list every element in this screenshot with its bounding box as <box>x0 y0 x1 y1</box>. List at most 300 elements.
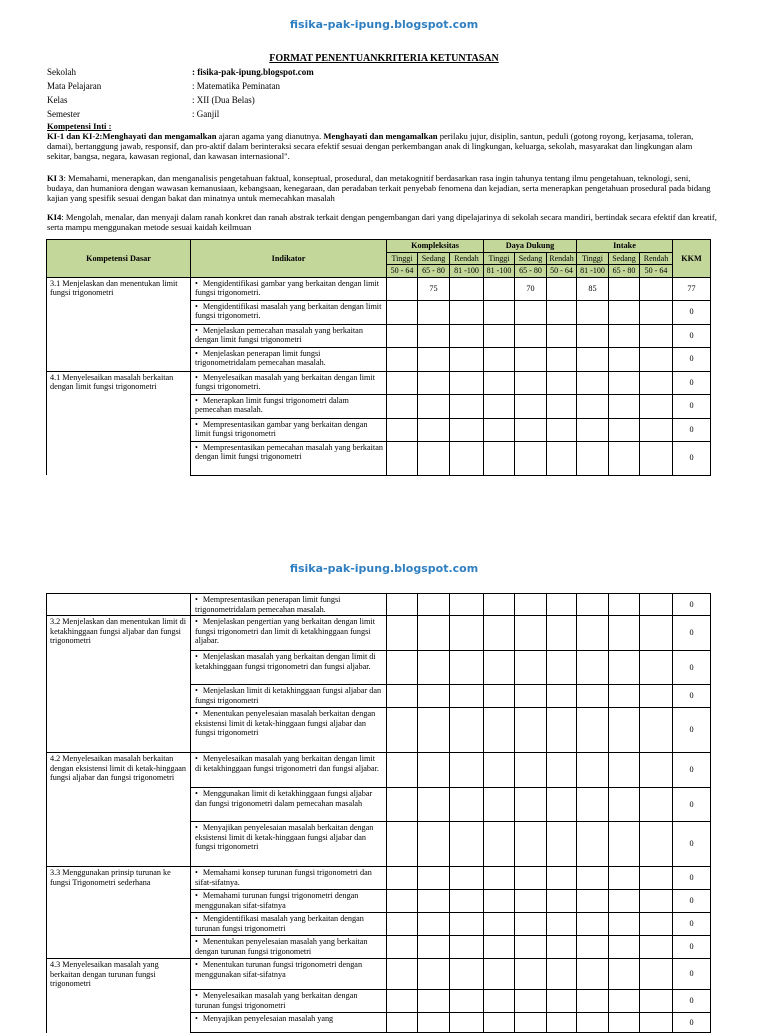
table-row <box>47 708 711 753</box>
info-row <box>47 93 314 107</box>
indikator-cell: • Mempresentasikan penerapan limit fungsi trigonometridalam pemecahan masalah. <box>191 594 387 616</box>
bullet-icon <box>195 823 203 832</box>
table-row <box>47 347 711 371</box>
score-cell <box>484 708 515 753</box>
score-cell <box>547 959 577 990</box>
score-cell: 75 <box>418 277 450 300</box>
score-cell <box>515 1013 547 1033</box>
kompetensi-dasar-cell: 3.2 Menjelaskan dan menentukan limit di ketakhinggaan fungsi aljabar dan fungsi trigonometri <box>47 616 191 651</box>
score-cell <box>547 418 577 441</box>
table-row <box>47 867 711 890</box>
score-cell <box>450 651 484 685</box>
kompetensi-dasar-cell: 3.3 Menggunakan prinsip turunan ke fungsi Trigonometri sederhana <box>47 867 191 890</box>
score-cell <box>387 959 418 990</box>
score-cell <box>484 990 515 1013</box>
score-cell <box>577 890 609 913</box>
score-cell <box>450 708 484 753</box>
score-cell <box>387 394 418 418</box>
score-cell <box>418 300 450 324</box>
score-cell <box>577 300 609 324</box>
table-row <box>47 418 711 441</box>
header-kkm: KKM <box>673 240 711 278</box>
score-cell <box>418 990 450 1013</box>
bullet-icon <box>195 326 203 335</box>
kompetensi-dasar-cell <box>47 394 191 418</box>
score-cell <box>484 594 515 616</box>
score-cell <box>640 324 673 347</box>
header-level: Rendah <box>450 252 484 265</box>
score-cell <box>515 936 547 959</box>
score-cell <box>450 959 484 990</box>
score-cell <box>577 788 609 822</box>
score-cell <box>387 300 418 324</box>
bullet-icon <box>195 595 203 604</box>
bullet-icon <box>195 1014 203 1023</box>
kkm-cell: 0 <box>673 936 711 959</box>
score-cell <box>515 418 547 441</box>
kkm-cell: 0 <box>673 753 711 788</box>
score-cell <box>418 822 450 867</box>
bullet-icon <box>195 709 203 718</box>
score-cell <box>609 324 640 347</box>
score-cell <box>387 708 418 753</box>
score-cell <box>484 277 515 300</box>
score-cell <box>577 651 609 685</box>
score-cell <box>484 418 515 441</box>
score-cell <box>640 594 673 616</box>
bullet-icon <box>195 279 203 288</box>
score-cell <box>640 371 673 394</box>
score-cell <box>640 616 673 651</box>
score-cell <box>418 418 450 441</box>
score-cell <box>418 651 450 685</box>
score-cell <box>640 347 673 371</box>
score-cell <box>640 822 673 867</box>
table-row <box>47 594 711 616</box>
score-cell <box>640 708 673 753</box>
indikator-cell: • Menentukan penyelesaian masalah yang berkaitan dengan turunan fungsi trigonometri <box>191 936 387 959</box>
bullet-icon <box>195 420 203 429</box>
score-cell <box>609 867 640 890</box>
score-cell <box>450 300 484 324</box>
bullet-icon <box>195 937 203 946</box>
score-cell <box>609 394 640 418</box>
score-cell <box>387 277 418 300</box>
score-cell <box>577 1013 609 1033</box>
score-cell <box>577 371 609 394</box>
bullet-icon <box>195 991 203 1000</box>
score-cell <box>387 913 418 936</box>
score-cell <box>515 959 547 990</box>
table-row <box>47 788 711 822</box>
table-row <box>47 913 711 936</box>
indikator-cell: • Menjelaskan pengertian yang berkaitan dengan limit fungsi trigonometri dan limit di ketakhinggaan fungsi aljabar. <box>191 616 387 651</box>
header-level: Sedang <box>515 252 547 265</box>
kompetensi-dasar-cell <box>47 788 191 822</box>
score-cell <box>515 651 547 685</box>
score-cell <box>450 616 484 651</box>
indikator-cell: • Memahami turunan fungsi trigonometri dengan menggunakan sifat-sifatnya <box>191 890 387 913</box>
score-cell <box>418 394 450 418</box>
indikator-cell: • Mengidentifikasi masalah yang berkaitan dengan limit fungsi trigonometri. <box>191 300 387 324</box>
indikator-cell: • Menggunakan limit di ketakhinggaan fungsi aljabar dan fungsi trigonometri dalam pemecahan masalah <box>191 788 387 822</box>
score-cell <box>609 822 640 867</box>
header-kompleksitas: Kompleksitas <box>387 240 484 253</box>
score-cell <box>577 324 609 347</box>
score-cell <box>484 651 515 685</box>
kompetensi-dasar-cell <box>47 347 191 371</box>
kompetensi-dasar-cell <box>47 708 191 753</box>
bullet-icon <box>195 686 203 695</box>
kkm-cell: 0 <box>673 300 711 324</box>
kkm-cell: 0 <box>673 347 711 371</box>
score-cell <box>640 959 673 990</box>
kompetensi-inti <box>47 121 717 161</box>
indikator-cell: • Menyelesaikan masalah yang berkaitan dengan limit fungsi trigonometri. <box>191 371 387 394</box>
score-cell <box>418 936 450 959</box>
score-cell <box>609 594 640 616</box>
score-cell <box>640 394 673 418</box>
table-row <box>47 300 711 324</box>
table-row <box>47 890 711 913</box>
ki1-paragraph: KI-1 dan KI-2:Menghayati dan mengamalkan ajaran agama yang dianutnya. Menghayati dan mengamalkan perilaku jujur, disiplin, santun, peduli (gotong royong, kerjasama, toleran, damai), bertanggung jawab, responsif, dan pro-aktif dalam berinteraksi secara efektif sesuai dengan perkembangan anak di lingkungan, keluarga, sekolah, masyarakat dan lingkungan alam sekitar, bangsa, negara, kawasan regional, dan kawasan internasional". <box>47 131 694 161</box>
header-range: 50 - 64 <box>547 265 577 278</box>
score-cell <box>640 890 673 913</box>
score-cell <box>640 1013 673 1033</box>
score-cell <box>484 822 515 867</box>
score-cell <box>418 324 450 347</box>
score-cell <box>484 371 515 394</box>
score-cell <box>387 441 418 475</box>
info-label: Kelas <box>47 95 68 105</box>
kompetensi-dasar-cell <box>47 651 191 685</box>
score-cell <box>418 685 450 708</box>
score-cell <box>418 616 450 651</box>
page-header-link-2[interactable]: fisika-pak-ipung.blogspot.com <box>289 562 479 575</box>
kkm-cell: 0 <box>673 394 711 418</box>
score-cell <box>547 594 577 616</box>
kkm-cell: 0 <box>673 441 711 475</box>
score-cell <box>577 418 609 441</box>
bullet-icon <box>195 349 203 358</box>
score-cell <box>547 753 577 788</box>
ki3-paragraph: KI 3: Memahami, menerapkan, dan menganalisis pengetahuan faktual, konseptual, prosedural, dan metakognitif berdasarkan rasa ingin tahunya tentang ilmu pengetahuan, teknologi, seni, budaya, dan humaniora dengan wawasan kemanusiaan, kebangsaan, kenegaraan, dan peradaban terkait penyebab fenomena dan kejadian, serta menerapkan pengetahuan prosedural pada bidang kajian yang spesifik sesuai dengan bakat dan minatnya untuk memecahkan masalah <box>47 173 711 203</box>
info-block <box>47 65 314 121</box>
score-cell <box>450 1013 484 1033</box>
table-row <box>47 936 711 959</box>
score-cell: 85 <box>577 277 609 300</box>
score-cell <box>450 394 484 418</box>
score-cell <box>450 753 484 788</box>
score-cell <box>577 685 609 708</box>
header-range: 50 - 64 <box>640 265 673 278</box>
score-cell <box>515 788 547 822</box>
header-daya-dukung: Daya Dukung <box>484 240 577 253</box>
kkm-cell: 0 <box>673 822 711 867</box>
score-cell <box>450 371 484 394</box>
score-cell <box>547 616 577 651</box>
kkm-cell: 0 <box>673 418 711 441</box>
kompetensi-dasar-cell <box>47 324 191 347</box>
score-cell <box>418 890 450 913</box>
score-cell <box>450 277 484 300</box>
score-cell <box>484 616 515 651</box>
header-level: Sedang <box>609 252 640 265</box>
score-cell <box>609 788 640 822</box>
header-intake: Intake <box>577 240 673 253</box>
score-cell <box>640 990 673 1013</box>
score-cell <box>515 685 547 708</box>
info-label: Semester <box>47 109 80 119</box>
score-cell <box>484 685 515 708</box>
header-range: 81 -100 <box>577 265 609 278</box>
score-cell <box>387 822 418 867</box>
kkm-cell: 0 <box>673 616 711 651</box>
score-cell <box>418 753 450 788</box>
score-cell <box>609 300 640 324</box>
score-cell <box>515 753 547 788</box>
bullet-icon <box>195 396 203 405</box>
header-range: 50 - 64 <box>387 265 418 278</box>
score-cell <box>450 418 484 441</box>
score-cell <box>484 394 515 418</box>
score-cell <box>640 277 673 300</box>
score-cell <box>577 913 609 936</box>
score-cell <box>577 594 609 616</box>
kkm-cell: 0 <box>673 1013 711 1033</box>
header-level: Tinggi <box>387 252 418 265</box>
table-row <box>47 1013 711 1033</box>
header-level: Tinggi <box>577 252 609 265</box>
score-cell <box>484 441 515 475</box>
kkm-cell: 0 <box>673 788 711 822</box>
score-cell <box>609 990 640 1013</box>
bullet-icon <box>195 754 203 763</box>
score-cell <box>515 300 547 324</box>
bullet-icon <box>195 443 203 452</box>
indikator-cell: • Menerapkan limit fungsi trigonometri dalam pemecahan masalah. <box>191 394 387 418</box>
kompetensi-dasar-cell: 3.1 Menjelaskan dan menentukan limit fungsi trigonometri <box>47 277 191 300</box>
score-cell <box>515 594 547 616</box>
score-cell <box>450 324 484 347</box>
bullet-icon <box>195 373 203 382</box>
kkm-cell: 0 <box>673 867 711 890</box>
score-cell <box>609 651 640 685</box>
score-cell <box>450 594 484 616</box>
score-cell <box>515 990 547 1013</box>
score-cell <box>387 753 418 788</box>
header-level: Rendah <box>547 252 577 265</box>
score-cell <box>450 890 484 913</box>
score-cell <box>577 347 609 371</box>
kompetensi-dasar-cell <box>47 441 191 475</box>
score-cell <box>450 347 484 371</box>
score-cell <box>577 936 609 959</box>
score-cell <box>515 371 547 394</box>
bullet-icon <box>195 789 203 798</box>
score-cell <box>484 936 515 959</box>
bullet-icon <box>195 617 203 626</box>
score-cell <box>450 913 484 936</box>
kkm-cell: 77 <box>673 277 711 300</box>
kompetensi-dasar-cell: 4.3 Menyelesaikan masalah yang berkaitan dengan turunan fungsi trigonometri <box>47 959 191 990</box>
score-cell <box>450 867 484 890</box>
kkm-cell: 0 <box>673 651 711 685</box>
score-cell <box>418 441 450 475</box>
indikator-cell: • Mengidentifikasi masalah yang berkaitan dengan turunan fungsi trigonometri <box>191 913 387 936</box>
kompetensi-dasar-cell <box>47 418 191 441</box>
kkm-cell: 0 <box>673 594 711 616</box>
score-cell <box>418 867 450 890</box>
score-cell <box>484 753 515 788</box>
header-range: 65 - 80 <box>418 265 450 278</box>
score-cell <box>547 1013 577 1033</box>
score-cell <box>418 347 450 371</box>
score-cell <box>515 324 547 347</box>
score-cell <box>577 753 609 788</box>
indikator-cell: • Menyajikan penyelesaian masalah berkaitan dengan eksistensi limit di ketak-hinggaan fungsi aljabar dan fungsi trigonometri <box>191 822 387 867</box>
score-cell <box>387 890 418 913</box>
kkm-cell: 0 <box>673 890 711 913</box>
header-range: 65 - 80 <box>515 265 547 278</box>
score-cell <box>387 936 418 959</box>
score-cell <box>547 347 577 371</box>
score-cell <box>450 788 484 822</box>
score-cell <box>609 685 640 708</box>
score-cell <box>609 936 640 959</box>
info-row <box>47 79 314 93</box>
indikator-cell: • Menentukan penyelesaian masalah berkaitan dengan eksistensi limit di ketak-hinggaan fungsi aljabar dan fungsi trigonometri <box>191 708 387 753</box>
score-cell <box>387 371 418 394</box>
score-cell <box>515 890 547 913</box>
bullet-icon <box>195 302 203 311</box>
bullet-icon <box>195 960 203 969</box>
kkm-cell: 0 <box>673 990 711 1013</box>
header-level: Sedang <box>418 252 450 265</box>
score-cell <box>387 347 418 371</box>
score-cell <box>547 277 577 300</box>
score-cell <box>547 394 577 418</box>
score-cell <box>387 418 418 441</box>
score-cell <box>484 913 515 936</box>
score-cell <box>547 651 577 685</box>
score-cell <box>484 959 515 990</box>
score-cell <box>609 890 640 913</box>
score-cell <box>515 913 547 936</box>
header-level: Rendah <box>640 252 673 265</box>
score-cell <box>418 959 450 990</box>
score-cell <box>577 822 609 867</box>
score-cell <box>450 936 484 959</box>
table-row <box>47 959 711 990</box>
header-range: 65 - 80 <box>609 265 640 278</box>
table-row <box>47 990 711 1013</box>
score-cell <box>484 324 515 347</box>
table-row <box>47 394 711 418</box>
ki-heading: Kompetensi Inti : <box>47 121 112 131</box>
score-cell <box>640 651 673 685</box>
score-cell <box>640 867 673 890</box>
score-cell <box>547 913 577 936</box>
indikator-cell: • Menentukan turunan fungsi trigonometri dengan menggunakan sifat-sifatnya <box>191 959 387 990</box>
kompetensi-dasar-cell: 4.2 Menyelesaikan masalah berkaitan dengan eksistensi limit di ketak-hinggaan fungsi aljabar dan fungsi trigonometri <box>47 753 191 788</box>
score-cell <box>609 913 640 936</box>
score-cell <box>577 616 609 651</box>
score-cell <box>547 324 577 347</box>
score-cell <box>387 1013 418 1033</box>
info-value: : fisika-pak-ipung.blogspot.com <box>192 67 314 77</box>
kompetensi-dasar-cell <box>47 300 191 324</box>
score-cell <box>547 708 577 753</box>
score-cell <box>387 685 418 708</box>
score-cell <box>640 753 673 788</box>
kkm-cell: 0 <box>673 371 711 394</box>
indikator-cell: • Mengidentifikasi gambar yang berkaitan dengan limit fungsi trigonometri. <box>191 277 387 300</box>
table-row <box>47 371 711 394</box>
score-cell <box>387 651 418 685</box>
score-cell <box>515 822 547 867</box>
indikator-cell: • Menjelaskan masalah yang berkaitan dengan limit di ketakhinggaan fungsi trigonometri dan fungsi aljabar. <box>191 651 387 685</box>
kompetensi-dasar-cell <box>47 1013 191 1033</box>
document-title: FORMAT PENENTUANKRITERIA KETUNTASAN <box>269 53 499 64</box>
bullet-icon <box>195 891 203 900</box>
bullet-icon <box>195 914 203 923</box>
score-cell <box>577 867 609 890</box>
score-cell <box>547 371 577 394</box>
indikator-cell: • Mempresentasikan pemecahan masalah yang berkaitan dengan limit fungsi trigonometri <box>191 441 387 475</box>
score-cell <box>640 418 673 441</box>
score-cell <box>547 867 577 890</box>
kkm-cell: 0 <box>673 685 711 708</box>
score-cell <box>609 753 640 788</box>
score-cell <box>640 685 673 708</box>
score-cell <box>640 936 673 959</box>
score-cell <box>387 616 418 651</box>
score-cell <box>577 441 609 475</box>
score-cell <box>387 594 418 616</box>
bullet-icon <box>195 652 203 661</box>
kompetensi-dasar-cell <box>47 913 191 936</box>
score-cell <box>484 347 515 371</box>
page-header-link[interactable]: fisika-pak-ipung.blogspot.com <box>289 18 479 31</box>
kkm-cell: 0 <box>673 959 711 990</box>
kkm-cell: 0 <box>673 913 711 936</box>
score-cell <box>418 594 450 616</box>
score-cell <box>547 441 577 475</box>
score-cell <box>609 708 640 753</box>
score-cell <box>577 394 609 418</box>
header-range: 81 -100 <box>450 265 484 278</box>
score-cell <box>547 936 577 959</box>
score-cell <box>609 418 640 441</box>
score-cell <box>640 913 673 936</box>
score-cell <box>418 708 450 753</box>
score-cell <box>484 867 515 890</box>
info-value: : Ganjil <box>192 109 220 119</box>
score-cell <box>484 788 515 822</box>
header-level: Tinggi <box>484 252 515 265</box>
kompetensi-dasar-cell <box>47 822 191 867</box>
score-cell <box>577 959 609 990</box>
score-cell <box>484 1013 515 1033</box>
score-cell <box>515 347 547 371</box>
score-cell <box>484 300 515 324</box>
score-cell <box>450 822 484 867</box>
score-cell <box>450 685 484 708</box>
table-row <box>47 441 711 475</box>
score-cell <box>640 441 673 475</box>
info-value: : Matematika Peminatan <box>192 81 280 91</box>
